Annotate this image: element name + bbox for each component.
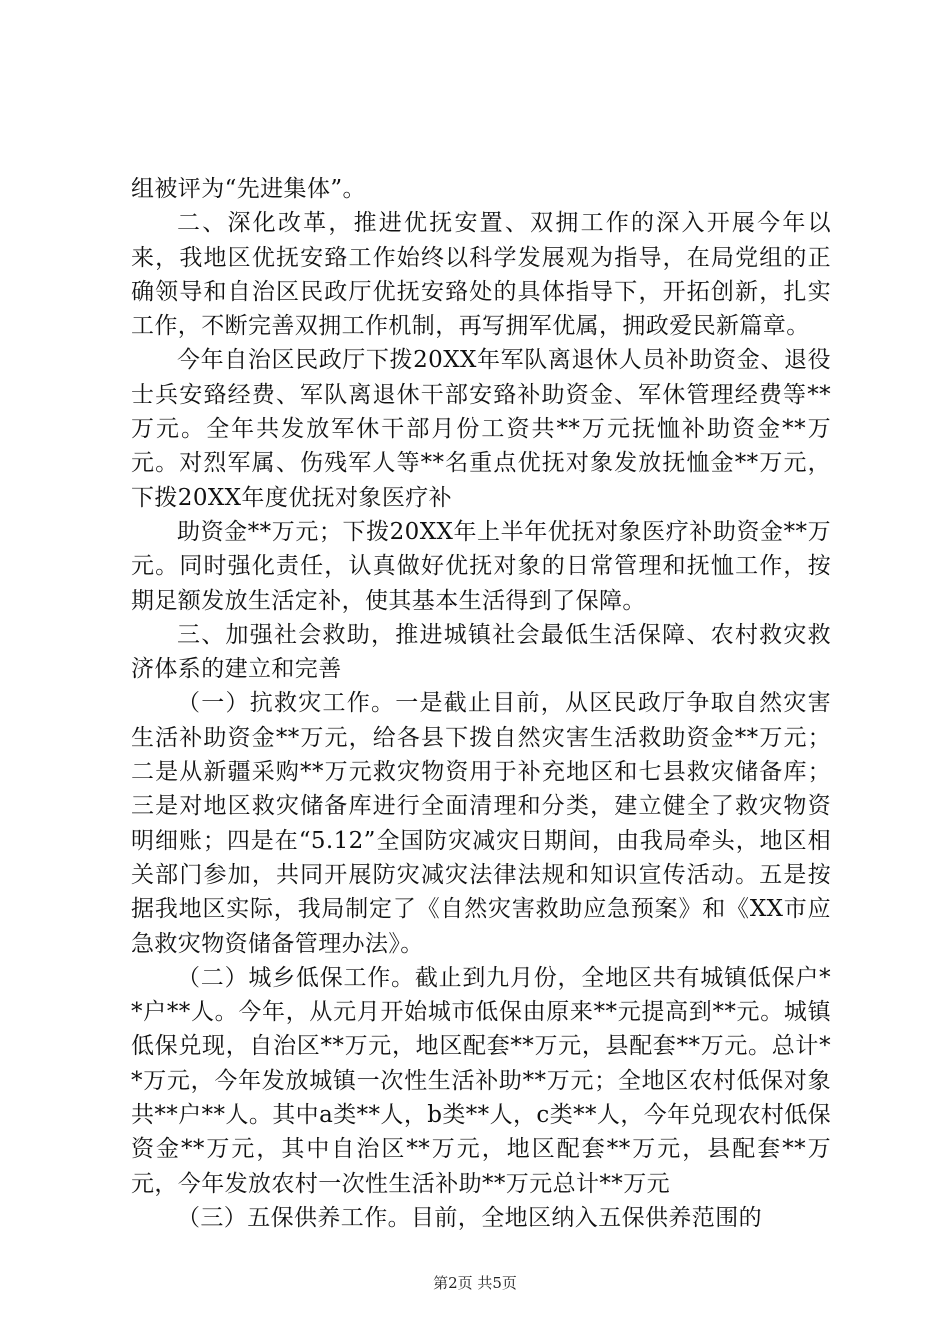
paragraph-section-two: 二、深化改革，推进优抚安置、双拥工作的深入开展今年以来，我地区优抚安臵工作始终以科学发展观为指导，在局党组的正确领导和自治区民政厅优抚安臵处的具体指导下，开拓创新，扎实工作，不断完善双拥工作机制，再写拥军优属，拥政爱民新篇章。	[131, 210, 831, 340]
paragraph-medical-subsidy: 助资金**万元；下拨20XX年上半年优抚对象医疗补助资金**万元。同时强化责任，认真做好优抚对象的日常管理和抚恤工作，按期足额发放生活定补，使其基本生活得到了保障。	[131, 518, 831, 614]
paragraph-disaster-relief: （一）抗救灾工作。一是截止目前，从区民政厅争取自然灾害生活补助资金**万元，给各县下拨自然灾害生活救助资金**万元；二是从新疆采购**万元救灾物资用于补充地区和七县救灾储备库；三是对地区救灾储备库进行全面清理和分类，建立健全了救灾物资明细账；四是在“5.12”全国防灾减灾日期间，由我局牵头，地区相关部门参加，共同开展防灾减灾法律法规和知识宣传活动。五是按据我地区实际，我局制定了《自然灾害救助应急预案》和《XX市应急救灾物资储备管理办法》。	[131, 690, 831, 957]
paragraph-continuation: 组被评为“先进集体”。	[131, 176, 366, 202]
page-footer: 第2页 共5页	[433, 1274, 517, 1292]
paragraph-funding: 今年自治区民政厅下拨20XX年军队离退休人员补助资金、退役士兵安臵经费、军队离退休干部安臵补助资金、军休管理经费等**万元。全年共发放军休干部月份工资共**万元抚恤补助资金**万元。对烈军属、伤残军人等**名重点优抚对象发放抚恤金**万元，下拨20XX年度优抚对象医疗补	[131, 347, 831, 511]
paragraph-five-guarantees: （三）五保供养工作。目前，全地区纳入五保供养范围的	[177, 1204, 762, 1231]
document-body	[131, 172, 831, 1235]
paragraph-minimum-living: （二）城乡低保工作。截止到九月份，全地区共有城镇低保户**户**人。今年，从元月开始城市低保由原来**元提高到**元。城镇低保兑现，自治区**万元，地区配套**万元，县配套**万元。总计**万元，今年发放城镇一次性生活补助**万元；全地区农村低保对象共**户**人。其中a类**人，b类**人，c类**人，今年兑现农村低保资金**万元，其中自治区**万元，地区配套**万元，县配套**万元，今年发放农村一次性生活补助**万元总计**万元	[131, 964, 831, 1197]
paragraph-section-three: 三、加强社会救助，推进城镇社会最低生活保障、农村救灾救济体系的建立和完善	[131, 621, 831, 683]
